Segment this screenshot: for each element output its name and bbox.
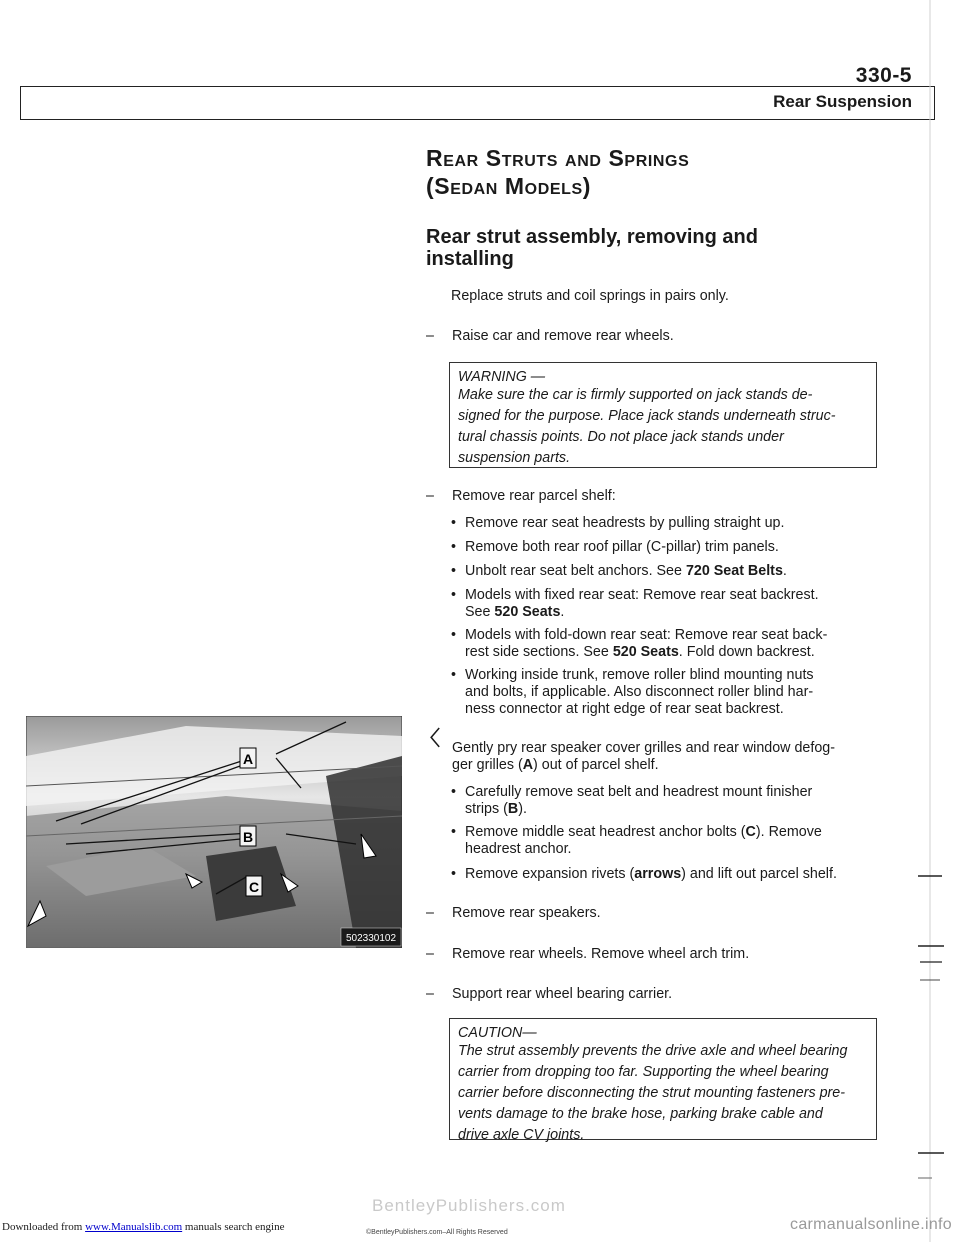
caution-line: vents damage to the brake hose, parking brake cable and: [458, 1106, 823, 1122]
bullet-text: Remove rear seat headrests by pulling straight up.: [465, 515, 785, 531]
bullet-text: [465, 563, 882, 580]
text-run: ness connector at right edge of rear seat backrest.: [465, 701, 784, 717]
bullet-text: [465, 866, 882, 883]
warning-line: tural chassis points. Do not place jack stands under: [458, 429, 784, 445]
text-run: Working inside trunk, remove roller blind mounting nuts: [465, 667, 814, 683]
caution-line: carrier before disconnecting the strut mounting fasteners pre-: [458, 1085, 846, 1101]
bullet-dot: •: [451, 587, 457, 603]
bullet-text: [465, 587, 882, 621]
step-remove-speakers: Remove rear speakers.: [452, 905, 601, 921]
text-run: ) and lift out parcel shelf.: [681, 866, 837, 882]
cross-reference: 720 Seat Belts: [685, 563, 783, 579]
caution-line: The strut assembly prevents the drive axle and wheel bearing: [458, 1043, 848, 1059]
step-dash: –: [426, 946, 434, 962]
section-title-line-1: Rear Struts and Springs: [426, 145, 690, 171]
step-pry-grilles: [452, 740, 912, 774]
page-number: 330-5: [855, 64, 912, 87]
text-run: ).: [518, 801, 527, 817]
warning-line: Make sure the car is firmly supported on jack stands de-: [458, 387, 813, 403]
parcel-shelf-photo-drawing: [26, 716, 402, 948]
callout-ref: C: [745, 824, 756, 840]
bullet-item: [452, 587, 882, 621]
text-run: Models with fold-down rear seat: Remove rear seat back-: [465, 627, 828, 643]
parcel-shelf-photo: [26, 716, 402, 948]
text-run: Carefully remove seat belt and headrest mount finisher: [465, 784, 813, 800]
download-note: [2, 1221, 284, 1233]
warning-line: suspension parts.: [458, 450, 571, 466]
header-bar: [20, 86, 935, 120]
text-run: headrest anchor.: [465, 841, 572, 857]
bullet-item: [452, 824, 882, 858]
bullet-text: [465, 667, 882, 718]
bullet-dot: •: [451, 627, 457, 643]
text-run: manuals search engine: [182, 1221, 285, 1233]
bullet-text: [465, 627, 882, 661]
text-run: and bolts, if applicable. Also disconnect roller blind har-: [465, 684, 814, 700]
text-run: ). Remove: [755, 824, 822, 840]
text-run: See: [465, 604, 495, 620]
bullet-dot: •: [451, 784, 457, 800]
text-run: Models with fixed rear seat: Remove rear seat backrest.: [465, 587, 819, 603]
text-run: ger grilles (: [452, 757, 523, 773]
text-run: Gently pry rear speaker cover grilles and rear window defog-: [452, 740, 836, 756]
photo-label-a: A: [242, 751, 254, 767]
text-run: .: [560, 604, 565, 620]
callout-ref: A: [522, 757, 534, 773]
copyright-note: ©BentleyPublishers.com–All Rights Reserved: [366, 1229, 508, 1236]
intro-text: Replace struts and coil springs in pairs only.: [451, 288, 729, 304]
step-dash: –: [426, 986, 434, 1002]
warning-box: [449, 362, 877, 468]
step-raise-car: Raise car and remove rear wheels.: [452, 328, 674, 344]
text-run: Remove middle seat headrest anchor bolts (: [465, 824, 746, 840]
bullet-item: [452, 667, 882, 718]
bullet-item: [452, 784, 882, 818]
text-run: Remove expansion rivets (: [465, 866, 635, 882]
procedure-title-line-2: installing: [426, 248, 514, 270]
cross-reference: 520 Seats: [494, 604, 561, 620]
bullet-dot: •: [451, 515, 457, 531]
procedure-title: [426, 226, 758, 270]
bullet-text: [465, 824, 882, 858]
page-edge-marks: [912, 0, 960, 1242]
step-dash: –: [426, 328, 434, 344]
step-remove-parcel-shelf: Remove rear parcel shelf:: [452, 488, 616, 504]
bullet-dot: •: [451, 563, 457, 579]
text-run: ) out of parcel shelf.: [533, 757, 659, 773]
section-title: [426, 144, 689, 200]
caution-box: [449, 1018, 877, 1143]
bullet-item: [452, 539, 882, 556]
photo-label-c: C: [248, 879, 260, 895]
bullet-item: [452, 515, 882, 532]
text-run: Downloaded from: [2, 1221, 86, 1233]
bullet-dot: •: [451, 539, 457, 555]
bullet-dot: •: [451, 824, 457, 840]
bullet-item: [452, 627, 882, 661]
procedure-title-line-1: Rear strut assembly, removing and: [426, 226, 758, 248]
caution-line: carrier from dropping too far. Supporting the wheel bearing: [458, 1064, 829, 1080]
step-remove-wheels: Remove rear wheels. Remove wheel arch trim.: [452, 946, 750, 962]
step-dash: –: [426, 488, 434, 504]
caution-heading: CAUTION—: [458, 1025, 537, 1041]
photo-pointer-icon: 〈: [420, 728, 440, 750]
manualslib-link[interactable]: www.Manualslib.com: [85, 1221, 183, 1233]
step-dash: –: [426, 905, 434, 921]
caution-line: drive axle CV joints.: [458, 1127, 585, 1143]
text-run: rest side sections. See: [465, 644, 613, 660]
text-run: Unbolt rear seat belt anchors. See: [465, 563, 686, 579]
section-title-line-2: (Sedan Models): [426, 173, 592, 199]
text-run: strips (: [465, 801, 508, 817]
bullet-text: Remove both rear roof pillar (C-pillar) trim panels.: [465, 539, 779, 555]
site-watermark: carmanualsonline.info: [790, 1216, 952, 1233]
header-title: Rear Suspension: [773, 92, 912, 111]
callout-ref: B: [507, 801, 519, 817]
cross-reference: 520 Seats: [612, 644, 679, 660]
bullet-item: [452, 866, 882, 883]
watermark: BentleyPublishers.com: [372, 1196, 566, 1215]
step-support-carrier: Support rear wheel bearing carrier.: [452, 986, 673, 1002]
bullet-text: [465, 784, 882, 818]
warning-line: signed for the purpose. Place jack stands underneath struc-: [458, 408, 836, 424]
photo-code: 502330102: [345, 933, 397, 944]
bullet-dot: •: [451, 866, 457, 882]
text-run: .: [782, 563, 787, 579]
bullet-item: [452, 563, 882, 580]
photo-label-b: B: [242, 829, 254, 845]
bullet-dot: •: [451, 667, 457, 683]
warning-heading: WARNING —: [458, 369, 546, 385]
callout-ref: arrows: [634, 866, 682, 882]
text-run: . Fold down backrest.: [678, 644, 815, 660]
